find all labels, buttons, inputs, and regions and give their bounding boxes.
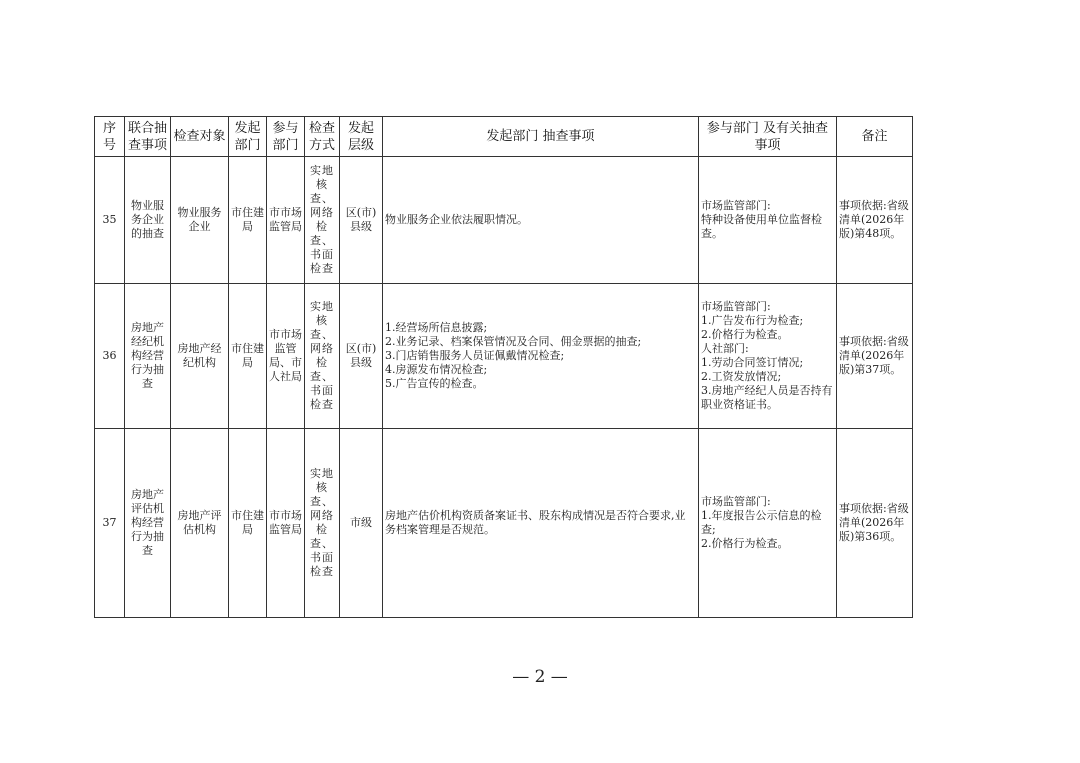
list-item: 4.房源发布情况检查; (385, 363, 488, 376)
cell-init-items (383, 157, 699, 284)
cell-item: 物业服务企业的抽查 (125, 157, 171, 284)
cell-seq: 35 (95, 157, 125, 284)
cell-level: 市级 (340, 429, 383, 618)
cell-participant: 市市场监管局、市人社局 (267, 284, 305, 429)
table-row (95, 284, 913, 429)
list-item: 市场监管部门: (701, 199, 771, 212)
table-row (95, 429, 913, 618)
cell-level: 区(市)县级 (340, 284, 383, 429)
cell-part-items (699, 284, 837, 429)
header-method: 检查方式 (305, 117, 340, 157)
header-target: 检查对象 (171, 117, 229, 157)
cell-level: 区(市)县级 (340, 157, 383, 284)
cell-init-items (383, 429, 699, 618)
cell-method: 实地核查、网络检查、书面检查 (305, 284, 340, 429)
cell-remark: 事项依据:省级清单(2026年版)第37项。 (837, 284, 913, 429)
cell-init-items (383, 284, 699, 429)
list-item: 5.广告宣传的检查。 (385, 377, 484, 390)
list-item: 2.工资发放情况; (701, 370, 782, 383)
list-item: 1.年度报告公示信息的检查; (701, 509, 822, 536)
header-remark: 备注 (837, 117, 913, 157)
cell-initiator: 市住建局 (229, 284, 267, 429)
list-item: 3.门店销售服务人员证佩戴情况检查; (385, 349, 565, 362)
cell-remark: 事项依据:省级清单(2026年版)第36项。 (837, 429, 913, 618)
header-initiator: 发起部门 (229, 117, 267, 157)
cell-seq: 37 (95, 429, 125, 618)
cell-part-items (699, 157, 837, 284)
header-init-items: 发起部门 抽查事项 (383, 117, 699, 157)
list-item: 特种设备使用单位监督检查。 (701, 213, 822, 240)
table-header-row (95, 117, 913, 157)
list-item: 1.劳动合同签订情况; (701, 356, 804, 369)
header-seq: 序号 (95, 117, 125, 157)
cell-part-items (699, 429, 837, 618)
cell-initiator: 市住建局 (229, 157, 267, 284)
cell-remark: 事项依据:省级清单(2026年版)第48项。 (837, 157, 913, 284)
list-item: 2.价格行为检查。 (701, 328, 789, 341)
cell-participant: 市市场监管局 (267, 429, 305, 618)
page-number: — 2 — (512, 667, 568, 687)
list-item: 物业服务企业依法履职情况。 (385, 213, 528, 226)
inspection-table (94, 116, 913, 618)
list-item: 1.广告发布行为检查; (701, 314, 804, 327)
cell-item: 房地产评估机构经营行为抽查 (125, 429, 171, 618)
header-level: 发起层级 (340, 117, 383, 157)
header-part-items: 参与部门 及有关抽查事项 (699, 117, 837, 157)
list-item: 市场监管部门: (701, 495, 771, 508)
list-item: 2.价格行为检查。 (701, 537, 789, 550)
cell-target: 房地产经纪机构 (171, 284, 229, 429)
cell-target: 物业服务企业 (171, 157, 229, 284)
cell-method: 实地核查、网络检查、书面检查 (305, 429, 340, 618)
cell-method: 实地核查、网络检查、书面检查 (305, 157, 340, 284)
list-item: 房地产估价机构资质备案证书、股东构成情况是否符合要求,业务档案管理是否规范。 (385, 509, 686, 536)
list-item: 2.业务记录、档案保管情况及合同、佣金票据的抽查; (385, 335, 642, 348)
header-item: 联合抽查事项 (125, 117, 171, 157)
list-item: 1.经营场所信息披露; (385, 321, 488, 334)
cell-target: 房地产评估机构 (171, 429, 229, 618)
cell-participant: 市市场监管局 (267, 157, 305, 284)
table-row (95, 157, 913, 284)
cell-item: 房地产经纪机构经营行为抽查 (125, 284, 171, 429)
header-participant: 参与部门 (267, 117, 305, 157)
list-item: 3.房地产经纪人员是否持有职业资格证书。 (701, 384, 833, 411)
list-item: 市场监管部门: (701, 300, 771, 313)
list-item: 人社部门: (701, 342, 749, 355)
cell-seq: 36 (95, 284, 125, 429)
cell-initiator: 市住建局 (229, 429, 267, 618)
